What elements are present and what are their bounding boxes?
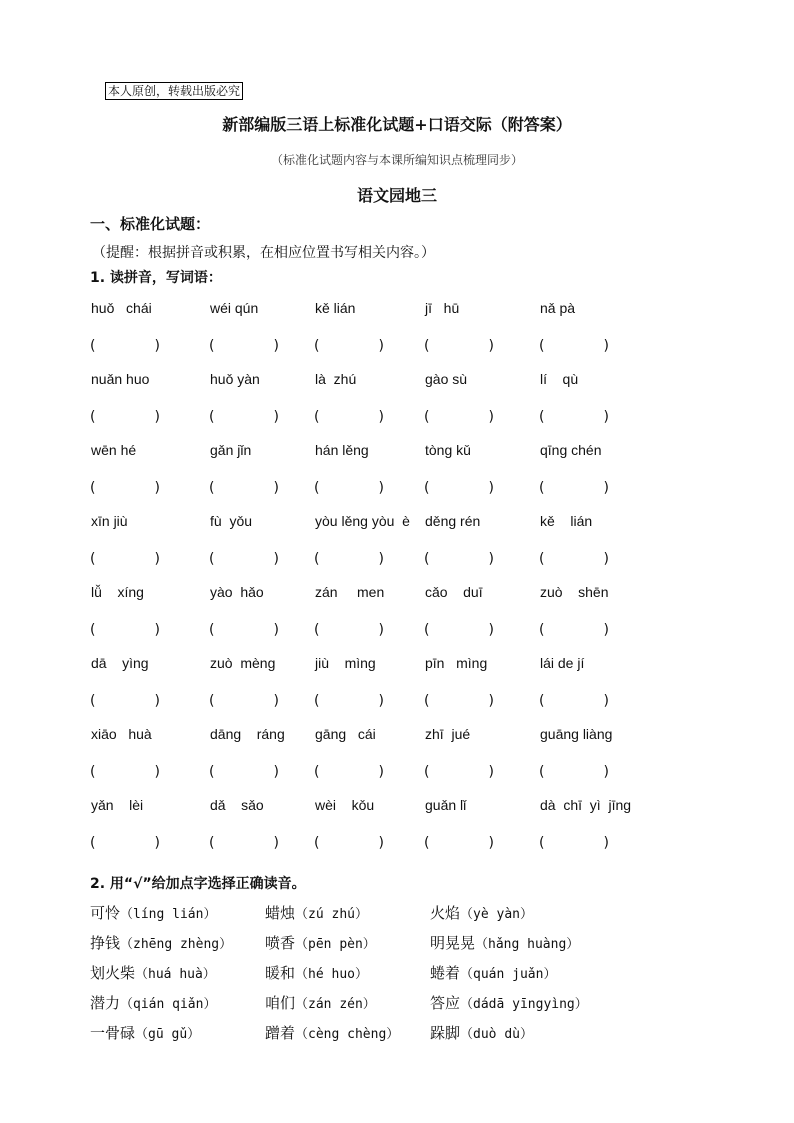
pinyin-word: là zhú	[315, 371, 357, 387]
choice-word: 潜力	[90, 994, 121, 1012]
pinyin-word: guǎn lǐ	[425, 797, 467, 813]
choice-options: （hé huo）	[295, 967, 368, 982]
pinyin-word: lǚ xíng	[91, 584, 144, 600]
choice-word: 喷香	[265, 934, 296, 952]
choice-options: （zán zén）	[295, 997, 376, 1012]
pinyin-word: yǎn lèi	[91, 797, 144, 813]
choice-word: 暖和	[265, 964, 296, 982]
reading-choice-item[interactable]	[430, 962, 556, 983]
pinyin-word: lái de jí	[540, 655, 585, 671]
choice-options: （hǎng huàng）	[475, 937, 580, 952]
pinyin-word: huǒ yàn	[210, 371, 260, 387]
pinyin-word: tòng kǔ	[425, 442, 471, 458]
question-1-heading: 1. 读拼音，写词语：	[90, 270, 222, 286]
pinyin-word: zhī jué	[425, 726, 471, 742]
choice-options: （qián qiǎn）	[120, 997, 217, 1012]
choice-options: （duò dù）	[460, 1027, 533, 1042]
pinyin-word: kě lián	[315, 300, 356, 316]
choice-word: 蜷着	[430, 964, 461, 982]
pinyin-word: wéi qún	[210, 300, 259, 316]
choice-options: （líng lián）	[120, 907, 217, 922]
pinyin-word: wèi kǒu	[315, 797, 375, 813]
pinyin-word: hán lěng	[315, 442, 369, 458]
reading-choice-item[interactable]	[90, 962, 216, 983]
choice-word: 答应	[430, 994, 461, 1012]
reading-choice-item[interactable]	[90, 902, 216, 923]
pinyin-word: xīn jiù	[91, 513, 128, 529]
reading-choice-item[interactable]	[430, 992, 588, 1013]
copyright-note: 本人原创，转载出版必究	[105, 82, 243, 100]
choice-word: 跺脚	[430, 1024, 461, 1042]
choice-options: （pēn pèn）	[295, 937, 376, 952]
reading-choice-item[interactable]	[430, 932, 579, 953]
choice-options: （gū gǔ）	[135, 1027, 201, 1042]
reading-choice-item[interactable]	[430, 902, 533, 923]
choice-options: （yè yàn）	[460, 907, 533, 922]
choice-word: 划火柴	[90, 964, 136, 982]
pinyin-word: dǎ sǎo	[210, 797, 264, 813]
choice-word: 可怜	[90, 904, 121, 922]
reading-choice-item[interactable]	[265, 992, 376, 1013]
pinyin-word: děng rén	[425, 513, 481, 529]
reading-choice-item[interactable]	[90, 932, 232, 953]
pinyin-word: cǎo duī	[425, 584, 483, 600]
pinyin-word: xiāo huà	[91, 726, 152, 742]
pinyin-word: gāng cái	[315, 726, 376, 742]
choice-options: （cèng chèng）	[295, 1027, 400, 1042]
choice-word: 一骨碌	[90, 1024, 136, 1042]
pinyin-word: zuò shēn	[540, 584, 609, 600]
pinyin-word: kě lián	[540, 513, 593, 529]
pinyin-word: gǎn jǐn	[210, 442, 252, 458]
reading-choice-item[interactable]	[265, 902, 368, 923]
question-2-heading: 2. 用“√”给加点字选择正确读音。	[90, 876, 306, 892]
pinyin-word: jiù mìng	[315, 655, 376, 671]
choice-word: 蜡烛	[265, 904, 296, 922]
choice-word: 蹭着	[265, 1024, 296, 1042]
reminder-text: （提醒：根据拼音或积累，在相应位置书写相关内容。）	[92, 245, 435, 261]
page-subtitle: （标准化试题内容与本课所编知识点梳理同步）	[270, 153, 523, 167]
choice-options: （huá huà）	[135, 967, 216, 982]
page-title: 新部编版三语上标准化试题+口语交际（附答案）	[222, 115, 572, 134]
pinyin-word: nuǎn huo	[91, 371, 150, 387]
pinyin-word: nǎ pà	[540, 300, 576, 316]
pinyin-word: pīn mìng	[425, 655, 488, 671]
pinyin-word: fù yǒu	[210, 513, 253, 529]
choice-options: （zú zhú）	[295, 907, 368, 922]
reading-choice-item[interactable]	[430, 1022, 533, 1043]
reading-choice-item[interactable]	[90, 1022, 200, 1043]
unit-title: 语文园地三	[356, 186, 437, 205]
reading-choice-item[interactable]	[265, 932, 376, 953]
pinyin-word: wēn hé	[91, 442, 137, 458]
choice-word: 火焰	[430, 904, 461, 922]
pinyin-word: dāng ráng	[210, 726, 285, 742]
choice-word: 挣钱	[90, 934, 121, 952]
pinyin-word: qīng chén	[540, 442, 602, 458]
pinyin-word: yào hǎo	[210, 584, 264, 600]
reading-choice-item[interactable]	[265, 962, 368, 983]
pinyin-word: guāng liàng	[540, 726, 613, 742]
pinyin-word: yòu lěng yòu è	[315, 513, 410, 529]
pinyin-word: dā yìng	[91, 655, 149, 671]
reading-choice-item[interactable]	[90, 992, 216, 1013]
choice-word: 明晃晃	[430, 934, 476, 952]
pinyin-word: zuò mèng	[210, 655, 276, 671]
worksheet-page: 本人原创，转载出版必究 新部编版三语上标准化试题+口语交际（附答案） （标准化试题内容与本课所编知识点梳理同步） 语文园地三 一、标准化试题： （提醒：根据拼音或积累，在相应位置书写相关内容。） 1. 读拼音，写词语： huǒ chái ( ) wéi qún ( ) kě lián ( ) jī hū ( ) nǎ pà ( ) nuǎn huo ( ) huǒ yàn ( ) là zhú ( ) gào sù ( ) lí qù ( ) wēn hé ( ) gǎn jǐn ( ) hán lěng ( ) tòng kǔ ( ) qīng chén ( ) xīn jiù ( ) fù yǒu ( ) yòu lěng yòu è ( ) děng rén ( ) kě lián ( ) lǚ xíng ( ) yào hǎo ( ) zán men ( ) cǎo duī ( ) zuò shēn ( ) dā yìng ( ) zuò mèng ( ) jiù mìng ( ) pīn mìng ( ) lái de jí ( ) xiāo huà ( ) dāng ráng ( ) gāng cái ( ) zhī jué ( ) guāng liàng ( ) yǎn lèi ( ) dǎ sǎo ( ) wèi kǒu ( ) guǎn lǐ ( ) dà chī yì jīng ( ) 2. 用“√”给加点字选择正确读音。 可怜（líng lián） 蜡烛（zú zhú） 火焰（yè yàn） 挣钱（zhēng zhèng） 喷香（pēn pèn） 明晃晃（hǎng huàng） 划火柴（huá huà） 暖和（hé huo） 蜷着（quán juǎn） 潜力（qián qiǎn） 咱们（zán zén） 答应（dádā yīngyìng） 一骨碌（gū gǔ） 蹭着（cèng chèng） 跺脚（duò dù）	[0, 0, 794, 1123]
reading-choice-item[interactable]	[265, 1022, 399, 1043]
section-heading: 一、标准化试题：	[90, 215, 211, 233]
choice-options: （dádā yīngyìng）	[460, 997, 588, 1012]
pinyin-word: zán men	[315, 584, 385, 600]
pinyin-word: jī hū	[425, 300, 460, 316]
pinyin-word: lí qù	[540, 371, 579, 387]
choice-word: 咱们	[265, 994, 296, 1012]
pinyin-word: gào sù	[425, 371, 468, 387]
choice-options: （quán juǎn）	[460, 967, 557, 982]
pinyin-word: huǒ chái	[91, 300, 152, 316]
choice-options: （zhēng zhèng）	[120, 937, 233, 952]
pinyin-word: dà chī yì jīng	[540, 797, 632, 813]
